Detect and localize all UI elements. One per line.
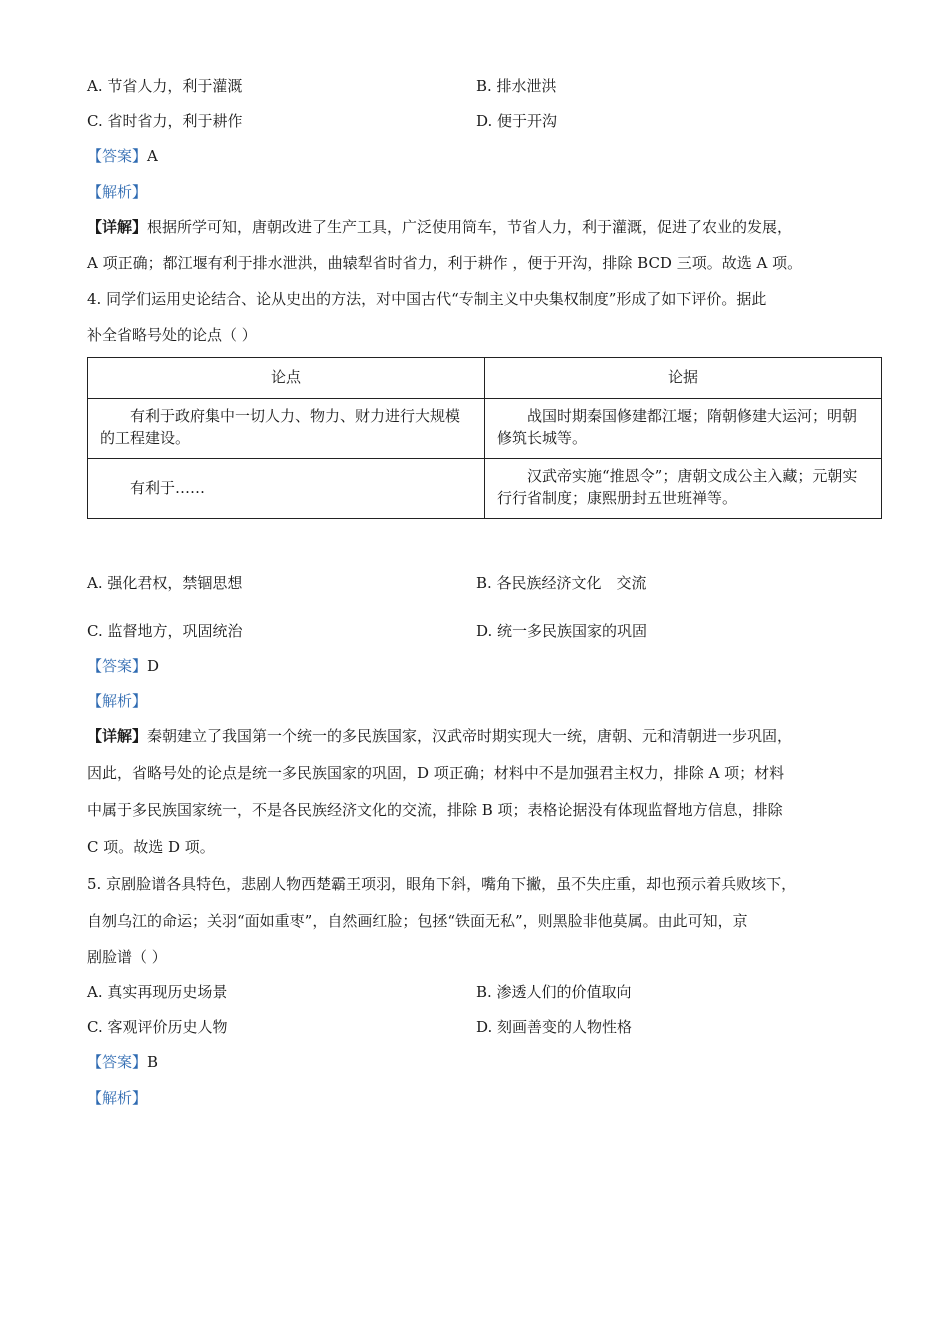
q5-option-b: B. 渗透人们的价值取向 [476,983,632,1001]
q5-analysis [87,1088,147,1108]
answer-tag: 【答案】 [87,1053,148,1071]
q3-detail-line-1 [87,217,792,237]
q5-stem-line-1: 5. 京剧脸谱各具特色，悲剧人物西楚霸王项羽，眼角下斜，嘴角下撇，虽不失庄重，却也预示着兵败垓下， [87,875,797,893]
answer-tag: 【答案】 [87,657,148,675]
analysis-tag: 【解析】 [87,183,148,201]
q4-detail-line-2: 因此，省略号处的论点是统一多民族国家的巩固，D 项正确；材料中不是加强君主权力，排除 A 项；材料 [87,764,785,782]
answer-value: A [147,147,158,165]
table-header-argument: 论点 [88,358,485,399]
q4-analysis [87,691,147,711]
q5-stem-line-3: 剧脸谱（ ） [87,948,167,966]
q3-option-c: C. 省时省力，利于耕作 [87,112,243,130]
q3-detail-line-2: A 项正确；都江堰有利于排水泄洪，曲辕犁省时省力，利于耕作 ，便于开沟，排除 BCD 三项。故选 A 项。 [87,254,803,272]
analysis-tag: 【解析】 [87,692,148,710]
detail-tag: 【详解】 [87,218,148,236]
detail-text: 根据所学可知，唐朝改进了生产工具，广泛使用筒车，节省人力，利于灌溉，促进了农业的发展， [147,218,793,236]
table-cell-argument-2: 有利于…… [130,479,206,497]
q4-option-a: A. 强化君权，禁锢思想 [87,574,243,592]
q3-option-a: A. 节省人力，利于灌溉 [87,77,243,95]
table-cell-evidence-2: 汉武帝实施“推恩令”；唐朝文成公主入藏；元朝实行行省制度；康熙册封五世班禅等。 [497,467,858,507]
q3-analysis [87,182,147,202]
table-cell-argument-1: 有利于政府集中一切人力、物力、财力进行大规模的工程建设。 [100,407,461,447]
q4-option-b: B. 各民族经济文化 交流 [476,574,647,592]
q3-option-d: D. 便于开沟 [476,112,558,130]
answer-value: B [147,1053,159,1071]
q5-option-d: D. 刻画善变的人物性格 [476,1018,633,1036]
q4-detail-line-1 [87,726,792,746]
q4-option-d: D. 统一多民族国家的巩固 [476,622,648,640]
q5-option-c: C. 客观评价历史人物 [87,1018,228,1036]
q4-detail-line-4: C 项。故选 D 项。 [87,838,215,856]
table-row [88,399,882,459]
q4-stem-line-2: 补全省略号处的论点（ ） [87,326,257,344]
q5-option-a: A. 真实再现历史场景 [87,983,228,1001]
table-cell-evidence-1: 战国时期秦国修建都江堰；隋朝修建大运河；明朝修筑长城等。 [497,407,858,447]
detail-text: 秦朝建立了我国第一个统一的多民族国家，汉武帝时期实现大一统，唐朝、元和清朝进一步巩固， [147,727,793,745]
argument-table [87,357,882,519]
analysis-tag: 【解析】 [87,1089,148,1107]
answer-tag: 【答案】 [87,147,148,165]
q5-stem-line-2: 自刎乌江的命运；关羽“面如重枣”，自然画红脸；包拯“铁面无私”，则黑脸非他莫属。由此可知，京 [87,912,748,930]
q4-answer [87,656,159,676]
table-header-evidence: 论据 [485,358,882,399]
q3-option-b: B. 排水泄洪 [476,77,557,95]
table-row [88,459,882,519]
q3-answer [87,146,158,166]
answer-value: D [147,657,160,675]
detail-tag: 【详解】 [87,727,148,745]
q4-stem-line-1: 4. 同学们运用史论结合、论从史出的方法，对中国古代“专制主义中央集权制度”形成了如下评价。据此 [87,290,767,308]
q4-detail-line-3: 中属于多民族国家统一，不是各民族经济文化的交流，排除 B 项；表格论据没有体现监督地方信息，排除 [87,801,783,819]
q5-answer [87,1052,158,1072]
q4-option-c: C. 监督地方，巩固统治 [87,622,243,640]
